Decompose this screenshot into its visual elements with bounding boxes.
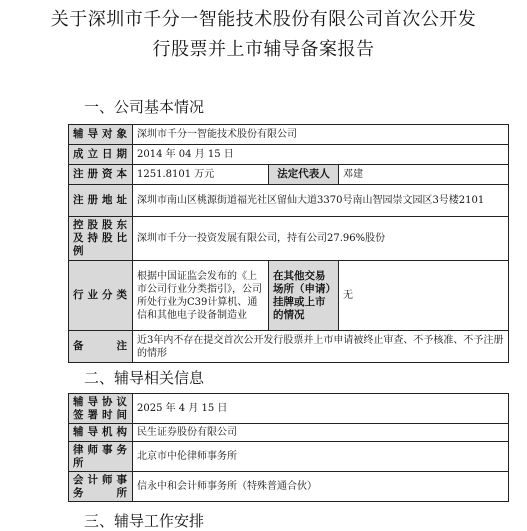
table-row (69, 394, 509, 424)
agreement-date-label: 辅导协议签署时间 (69, 394, 133, 424)
table-row (69, 472, 509, 502)
address-label: 注册地址 (69, 185, 133, 217)
law-firm-label: 律师事务所 (69, 442, 133, 472)
section-heading-tutoring-plan: 三、辅导工作安排 (84, 512, 205, 530)
tutoring-info-table (68, 393, 509, 502)
address-value: 深圳市南山区桃源街道福光社区留仙大道3370号南山智园崇文园区3号楼2101 (133, 185, 509, 217)
industry-label: 行业分类 (69, 261, 133, 331)
company-info-table (68, 124, 509, 363)
table-row (69, 185, 509, 217)
institution-label: 辅导机构 (69, 424, 133, 442)
institution-value: 民生证券股份有限公司 (133, 424, 509, 442)
accounting-firm-label: 会计师事务所 (69, 472, 133, 502)
section-heading-tutoring-info: 二、辅导相关信息 (84, 369, 205, 387)
table-row (69, 442, 509, 472)
other-listing-value: 无 (339, 261, 509, 331)
table-row (69, 261, 509, 331)
legal-rep-value: 邓建 (339, 165, 509, 185)
table-row (69, 125, 509, 145)
capital-value: 1251.8101 万元 (133, 165, 269, 185)
accounting-firm-value: 信永中和会计师事务所（特殊普通合伙） (133, 472, 509, 502)
law-firm-value: 北京市中伦律师事务所 (133, 442, 509, 472)
agreement-date-value: 2025 年 4 月 15 日 (133, 394, 509, 424)
section-heading-company-info: 一、公司基本情况 (84, 98, 205, 116)
capital-label: 注册资本 (69, 165, 133, 185)
controller-value: 深圳市千分一投资发展有限公司，持有公司27.96%股份 (133, 217, 509, 261)
table-row (69, 217, 509, 261)
report-title-line-2: 行股票并上市辅导备案报告 (152, 39, 375, 60)
legal-rep-label: 法定代表人 (269, 165, 339, 185)
controller-label: 控股股东及持股比例 (69, 217, 133, 261)
remarks-label: 备注 (69, 331, 133, 363)
target-label: 辅导对象 (69, 125, 133, 145)
target-value: 深圳市千分一智能技术股份有限公司 (133, 125, 509, 145)
table-row (69, 424, 509, 442)
industry-value: 根据中国证监会发布的《上市公司行业分类指引》，公司所处行业为C39计算机、通信和其他电子设备制造业 (133, 261, 269, 331)
table-row (69, 165, 509, 185)
table-row (69, 145, 509, 165)
other-listing-label: 在其他交易场所（申请）挂牌或上市的情况 (269, 261, 339, 331)
table-row (69, 331, 509, 363)
remarks-value: 近3年内不存在提交首次公开发行股票并上市申请被终止审查、不予核准、不予注册的情形 (133, 331, 509, 363)
report-title-line-1: 关于深圳市千分一智能技术股份有限公司首次公开发 (50, 9, 477, 30)
established-value: 2014 年 04 月 15 日 (133, 145, 509, 165)
established-label: 成立日期 (69, 145, 133, 165)
